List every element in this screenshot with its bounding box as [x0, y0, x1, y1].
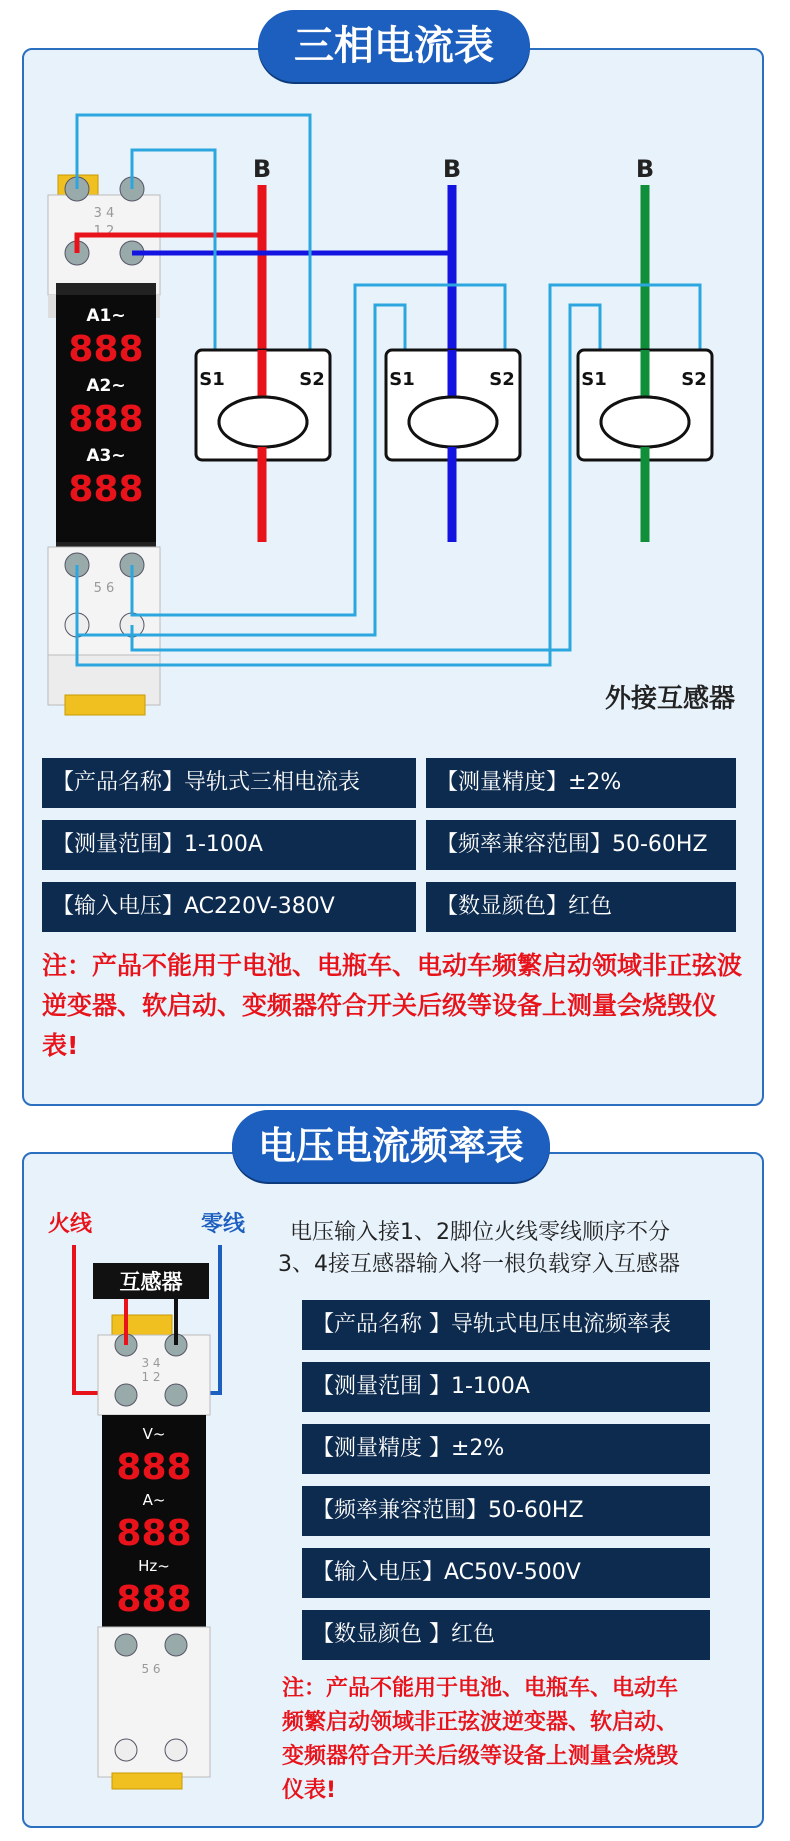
meter-row-digits-1: 888 — [68, 329, 144, 370]
section1-spec-display-color: 【数显颜色】红色 — [426, 882, 736, 932]
section1-spec-product-name: 【产品名称】导轨式三相电流表 — [42, 758, 416, 808]
section2-spec-range: 【测量范围 】1-100A — [302, 1362, 710, 1412]
section2-spec-product-name: 【产品名称 】导轨式电压电流频率表 — [302, 1300, 710, 1350]
s2-meter-row-label-1: V~ — [142, 1425, 166, 1443]
section2-note-line-1: 注：产品不能用于电池、电瓶车、电动车 — [282, 1676, 679, 1701]
section1-spec-voltage: 【输入电压】AC220V-380V — [42, 882, 416, 932]
section1-wiring-diagram — [0, 95, 790, 835]
instruction-line-2: 3、4接互感器输入将一根负载穿入互感器 — [278, 1252, 680, 1277]
neutral-wire-label: 零线 — [200, 1212, 246, 1237]
meter-row-label-1: A1~ — [86, 306, 126, 326]
ct-label: 互感器 — [119, 1270, 183, 1294]
phase-label-3: B — [635, 155, 655, 183]
s2-terminal-numbers-top: 3 4 — [141, 1356, 161, 1370]
s2-meter-row-digits-1: 888 — [116, 1447, 192, 1488]
ct3-s2: S2 — [681, 369, 707, 390]
phase-label-1: B — [252, 155, 272, 183]
section2-spec-accuracy: 【测量精度 】±2% — [302, 1424, 710, 1474]
section2-title: 电压电流频率表 — [232, 1110, 550, 1182]
s2-meter-row-label-3: Hz~ — [138, 1557, 170, 1575]
section2-spec-frequency: 【频率兼容范围】50-60HZ — [302, 1486, 710, 1536]
terminal-numbers-bottom: 5 6 — [93, 581, 115, 596]
section1-warning-note: 注：产品不能用于电池、电瓶车、电动车频繁启动领域非正弦波逆变器、软启动、变频器符合开关后级等设备上测量会烧毁仪表! — [42, 951, 743, 1060]
external-ct-label: 外接互感器 — [604, 684, 736, 714]
section2-note-line-3: 变频器符合开关后级等设备上测量会烧毁 — [282, 1744, 679, 1769]
meter-row-label-3: A3~ — [86, 446, 126, 466]
s2-terminal-numbers-mid: 1 2 — [141, 1370, 161, 1384]
section2-warning-note — [282, 1672, 752, 1808]
ct3-s1: S1 — [581, 369, 607, 390]
s2-meter-row-digits-2: 888 — [116, 1513, 192, 1554]
section2-spec-display-color: 【数显颜色 】红色 — [302, 1610, 710, 1660]
instruction-line-1: 电压输入接1、2脚位火线零线顺序不分 — [290, 1220, 670, 1245]
phase-label-2: B — [442, 155, 462, 183]
section2-spec-voltage: 【输入电压】AC50V-500V — [302, 1548, 710, 1598]
s2-terminal-numbers-bottom: 5 6 — [141, 1662, 161, 1676]
section1-spec-accuracy: 【测量精度】±2% — [426, 758, 736, 808]
ct1-s1: S1 — [199, 369, 225, 390]
terminal-numbers-mid: 1 2 — [93, 224, 115, 239]
live-wire-label: 火线 — [47, 1212, 93, 1237]
section1-spec-range: 【测量范围】1-100A — [42, 820, 416, 870]
section2-wiring-diagram — [30, 1195, 290, 1825]
ct2-s2: S2 — [489, 369, 515, 390]
meter-row-digits-3: 888 — [68, 469, 144, 510]
meter-row-digits-2: 888 — [68, 399, 144, 440]
ct1-s2: S2 — [299, 369, 325, 390]
section2-note-line-2: 频繁启动领域非正弦波逆变器、软启动、 — [282, 1710, 679, 1735]
meter-row-label-2: A2~ — [86, 376, 126, 396]
terminal-numbers-top: 3 4 — [93, 206, 115, 221]
s2-meter-row-digits-3: 888 — [116, 1579, 192, 1620]
section1-title: 三相电流表 — [258, 10, 530, 82]
section1-spec-frequency: 【频率兼容范围】50-60HZ — [426, 820, 736, 870]
section2-note-line-4: 仪表! — [282, 1778, 337, 1803]
ct2-s1: S1 — [389, 369, 415, 390]
s2-meter-row-label-2: A~ — [142, 1491, 166, 1509]
